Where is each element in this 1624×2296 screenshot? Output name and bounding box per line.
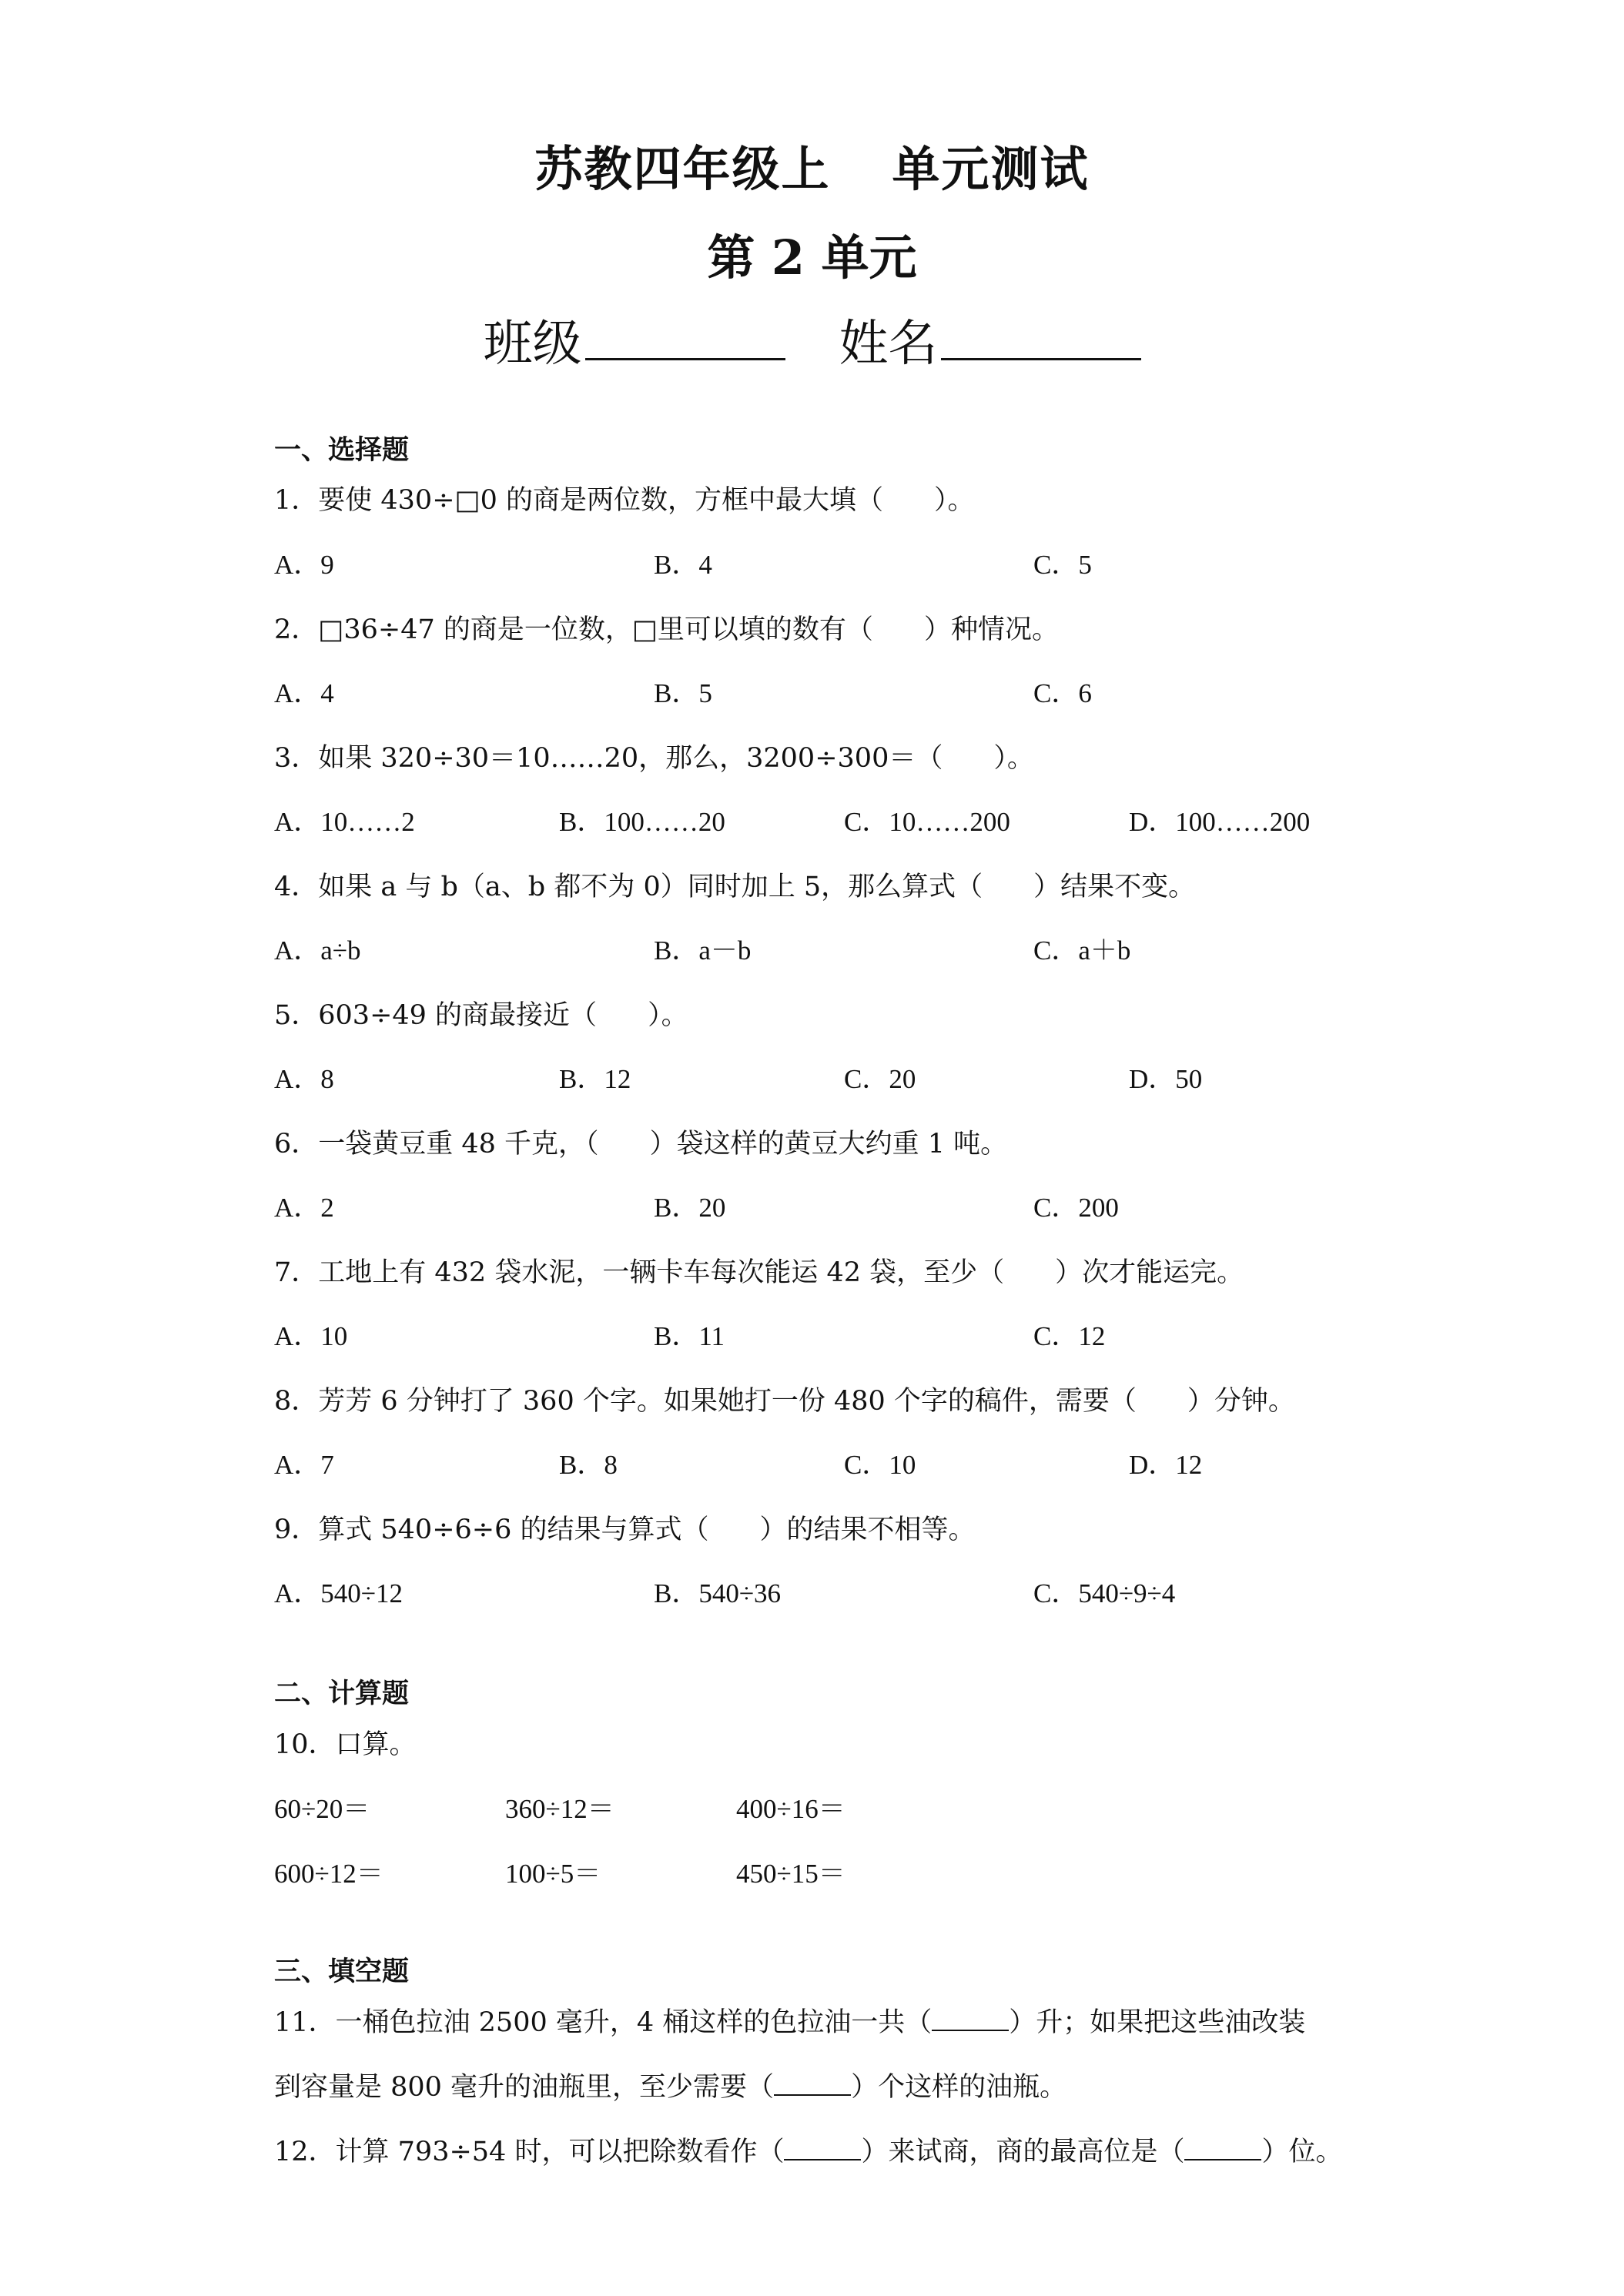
option-c[interactable]: C．10……200 — [844, 807, 1010, 837]
class-label: 班级 — [483, 316, 582, 373]
name-blank[interactable] — [941, 312, 1141, 360]
name-label: 姓名 — [839, 316, 938, 373]
title-grade: 苏教四年级上 — [534, 141, 831, 197]
mental-math-row-1 — [274, 1788, 1429, 1826]
options-3 — [274, 801, 1429, 839]
option-c[interactable]: C．12 — [1033, 1321, 1106, 1351]
options-1 — [274, 544, 1429, 582]
question-8: 8．芳芳 6 分钟打了 360 个字。如果她打一份 480 个字的稿件，需要（ ）分钟。 — [274, 1386, 1295, 1417]
options-2 — [274, 672, 1429, 711]
calc-item: 400÷16＝ — [736, 1794, 845, 1824]
option-a[interactable]: A．a÷b — [274, 935, 361, 966]
option-b[interactable]: B．540÷36 — [654, 1578, 782, 1608]
options-5 — [274, 1058, 1429, 1096]
answer-blank-11b[interactable] — [774, 2068, 851, 2096]
options-8 — [274, 1444, 1429, 1482]
option-c[interactable]: C．5 — [1033, 550, 1092, 580]
option-a[interactable]: A．8 — [274, 1064, 334, 1094]
option-b[interactable]: B．20 — [654, 1193, 726, 1223]
option-c[interactable]: C．20 — [844, 1064, 916, 1094]
option-b[interactable]: B．4 — [654, 550, 712, 580]
options-7 — [274, 1315, 1429, 1354]
question-3: 3．如果 320÷30＝10……20，那么，3200÷300＝（ ）。 — [274, 743, 1034, 774]
option-b[interactable]: B．5 — [654, 678, 712, 708]
answer-blank-12b[interactable] — [1184, 2133, 1261, 2160]
option-a[interactable]: A．10 — [274, 1321, 348, 1351]
question-6: 6．一袋黄豆重 48 千克，（ ）袋这样的黄豆大约重 1 吨。 — [274, 1129, 1008, 1160]
question-9: 9．算式 540÷6÷6 的结果与算式（ ）的结果不相等。 — [274, 1514, 976, 1545]
option-d[interactable]: D．100……200 — [1129, 807, 1311, 837]
options-9 — [274, 1572, 1429, 1611]
option-b[interactable]: B．11 — [654, 1321, 725, 1351]
question-12: 12．计算 793÷54 时，可以把除数看作（ ）来试商，商的最高位是（ ）位。 — [274, 2130, 1343, 2169]
options-6 — [274, 1186, 1429, 1225]
answer-blank-11a[interactable] — [932, 2003, 1009, 2031]
question-10: 10．口算。 — [274, 1729, 417, 1760]
option-c[interactable]: C．200 — [1033, 1193, 1119, 1223]
student-info — [0, 304, 1624, 375]
option-a[interactable]: A．10……2 — [274, 807, 415, 837]
option-a[interactable]: A．9 — [274, 550, 334, 580]
title-test: 单元测试 — [892, 141, 1090, 197]
calc-item: 360÷12＝ — [505, 1794, 614, 1824]
question-4: 4．如果 a 与 b（a、b 都不为 0）同时加上 5，那么算式（ ）结果不变。 — [274, 872, 1196, 902]
question-7: 7．工地上有 432 袋水泥，一辆卡车每次能运 42 袋，至少（ ）次才能运完。 — [274, 1257, 1244, 1288]
option-a[interactable]: A．4 — [274, 678, 334, 708]
option-b[interactable]: B．12 — [559, 1064, 631, 1094]
calc-item: 60÷20＝ — [274, 1794, 370, 1824]
question-5: 5．603÷49 的商最接近（ ）。 — [274, 1000, 688, 1031]
answer-blank-12a[interactable] — [784, 2133, 861, 2160]
option-a[interactable]: A．2 — [274, 1193, 334, 1223]
option-c[interactable]: C．a＋b — [1033, 935, 1131, 966]
page-title — [0, 131, 1624, 199]
option-b[interactable]: B．8 — [559, 1450, 618, 1480]
question-1: 1．要使 430÷□0 的商是两位数，方框中最大填（ ）。 — [274, 485, 975, 516]
section-heading-choice: 一、选择题 — [274, 435, 410, 466]
option-c[interactable]: C．10 — [844, 1450, 916, 1480]
class-blank[interactable] — [585, 312, 785, 360]
option-d[interactable]: D．50 — [1129, 1064, 1203, 1094]
section-heading-calc: 二、计算题 — [274, 1678, 410, 1709]
option-a[interactable]: A．7 — [274, 1450, 334, 1480]
option-c[interactable]: C．540÷9÷4 — [1033, 1578, 1176, 1608]
unit-subtitle: 第 2 单元 — [707, 229, 917, 286]
question-11-cont: 到容量是 800 毫升的油瓶里，至少需要（ ）个这样的油瓶。 — [274, 2066, 1066, 2104]
calc-item: 100÷5＝ — [505, 1859, 601, 1889]
option-b[interactable]: B．100……20 — [559, 807, 725, 837]
calc-item: 450÷15＝ — [736, 1859, 845, 1889]
section-heading-fill: 三、填空题 — [274, 1956, 410, 1987]
option-a[interactable]: A．540÷12 — [274, 1578, 403, 1608]
question-2: 2．□36÷47 的商是一位数，□里可以填的数有（ ）种情况。 — [274, 614, 1059, 645]
option-b[interactable]: B．a－b — [654, 935, 752, 966]
option-d[interactable]: D．12 — [1129, 1450, 1203, 1480]
options-4 — [274, 929, 1429, 968]
mental-math-row-2 — [274, 1853, 1429, 1891]
option-c[interactable]: C．6 — [1033, 678, 1092, 708]
question-11: 11．一桶色拉油 2500 毫升，4 桶这样的色拉油一共（ ）升；如果把这些油改装 — [274, 2001, 1305, 2040]
calc-item: 600÷12＝ — [274, 1859, 383, 1889]
